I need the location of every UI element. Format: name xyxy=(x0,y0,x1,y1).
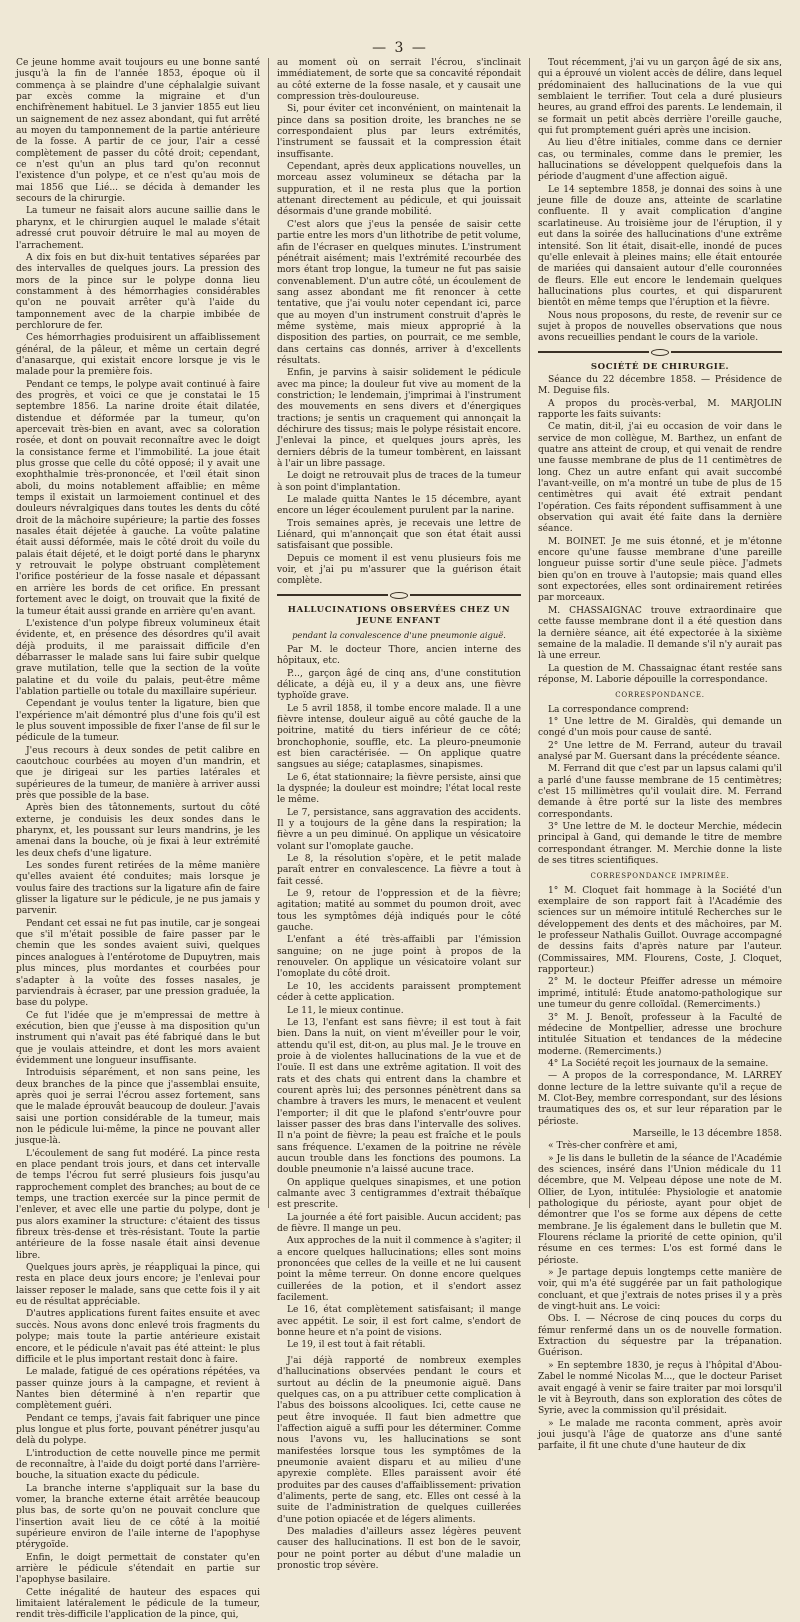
paragraph: 1° M. Cloquet fait hommage à la Société d'un exemplaire de son rapport fait à l'Académie des sciences sur un mémoire intitulé Recherches sur le développement des dents et des mâchoires, par M. le professeur Nathalis Guillot. Ouvrage accompagné de dessins faits d'après nature par l'auteur. (Commissaires, MM. Flourens, Coste, J. Cloquet, rapporteur.) xyxy=(538,885,782,976)
text-columns xyxy=(8,58,790,1621)
paragraph: La journée a été fort paisible. Aucun accident; pas de fièvre. Il mange un peu. xyxy=(277,1212,521,1235)
session-line: Séance du 22 décembre 1858. — Présidence de M. Deguise fils. xyxy=(538,374,782,397)
paragraph: au moment où on serrait l'écrou, s'inclinait immédiatement, de sorte que sa concavité répondait au côté externe de la fosse nasale, et y causait une compression très-douloureuse. xyxy=(277,58,521,103)
paragraph: Ce jeune homme avait toujours eu une bonne santé jusqu'à la fin de l'année 1853, époque où il commença à se plaindre d'une céphalalgie suivant par excès comme la migraine et d'un enchifrènement habituel. Le 3 janvier 1855 eut lieu un saignement de nez assez abondant, qui fut arrêté au moyen du tamponnement de la partie antérieure de la fosse. A partir de ce jour, l'air a cessé complètement de passer du côté droit; cependant, ce n'est qu'un an plus tard qu'on reconnut l'existence d'un polype, et ce n'est qu'au mois de mai 1856 que Lié... se décida à demander les secours de la chirurgie. xyxy=(16,58,260,205)
paragraph: Le malade, fatigué de ces opérations répétées, va passer quinze jours à la campagne, et revient à Nantes bien déterminé à n'en repartir que complètement guéri. xyxy=(16,1367,260,1412)
paragraph: Nous nous proposons, du reste, de revenir sur ce sujet à propos de nouvelles observations que nous avons recueillies pendant le cours de la variole. xyxy=(538,310,782,344)
paragraph: 2° Une lettre de M. Ferrand, auteur du travail analysé par M. Guersant dans la précédente séance. xyxy=(538,740,782,762)
paragraph: L'existence d'un polype fibreux volumineux était évidente, et, en présence des désordres qu'il avait déjà produits, il me paraissait difficile d'en débarrasser le malade sans lui faire subir quelque grave mutilation, telle que la section de la voûte palatine et du voile du palais, peut-être même l'ablation partielle ou totale du maxillaire supérieur. xyxy=(16,618,260,697)
section-divider xyxy=(538,349,782,356)
paragraph: Enfin, le doigt permettait de constater qu'en arrière le pédicule s'étendait en partie sur l'apophyse basilaire. xyxy=(16,1552,260,1586)
subsection-heading: CORRESPONDANCE. xyxy=(615,691,705,700)
paragraph: Pendant ce temps, le polype avait continué à faire des progrès, et voici ce que je constatai le 15 septembre 1856. La narine droite était dilatée, distendue et déformée par la tumeur, qu'on apercevait très-bien en avant, avec sa coloration rosée, et dont on pouvait reconnaître avec le doigt la consistance ferme et l'immobilité. La joue était plus grosse que celle du côté opposé; il y avait une exophthalmie très-prononcée, et l'œil était sinon aboli, du moins notablement affaiblie; en même temps il existait un larmoiement continuel et des douleurs névralgiques dans toutes les dents du côté droit de la mâchoire supérieure; la partie des fosses nasales était déjetée à gauche. La voûte palatine était aussi déformée, mais le côté droit du voile du palais était déjeté, et le doigt porté dans le pharynx y retrouvait le polype obstruant complètement l'orifice postérieur de la fosse nasale et dépassant en arrière les bords de cet orifice. En pressant fortement avec le doigt, on trouvait que la fixité de la tumeur était aussi grande en arrière qu'en avant. xyxy=(16,379,260,617)
paragraph: Le 16, état complètement satisfaisant; il mange avec appétit. Le soir, il est fort calme, s'endort de bonne heure et n'a point de visions. xyxy=(277,1305,521,1339)
column-right xyxy=(529,58,790,1452)
paragraph: Le 9, retour de l'oppression et de la fièvre; agitation; matité au sommet du poumon droit, avec tous les symptômes déjà indiqués pour le côté gauche. xyxy=(277,889,521,934)
paragraph: » En septembre 1830, je reçus à l'hôpital d'Abou-Zabel le nommé Nicolas M..., que le docteur Pariset avait engagé à venir se faire traiter par moi lorsqu'il le vit à Beyrouth, dans son exploration des côtes de Syrie, avec la commission qu'il présidait. xyxy=(538,1360,782,1417)
paragraph: Le 19, il est tout à fait rétabli. xyxy=(287,1340,426,1351)
article-byline: Par M. le docteur Thore, ancien interne des hôpitaux, etc. xyxy=(277,644,521,667)
paragraph: Le 8, la résolution s'opère, et le petit malade paraît entrer en convalescence. La fièvre a tout à fait cessé. xyxy=(277,854,521,887)
paragraph: L'introduction de cette nouvelle pince me permit de reconnaître, à l'aide du doigt porté dans l'arrière-bouche, la situation exacte du pédicule. xyxy=(16,1448,260,1482)
paragraph: 3° M. J. Benoît, professeur à la Faculté de médecine de Montpellier, adresse une brochure intitulée Situation et tendances de la médecine moderne. (Remerciments.) xyxy=(538,1012,782,1057)
paragraph: Obs. I. — Nécrose de cinq pouces du corps du fémur renfermé dans un os de nouvelle formation. Extraction du séquestre par la trépanation. Guérison. xyxy=(538,1314,782,1359)
paragraph: P..., garçon âgé de cinq ans, d'une constitution délicate, a déjà eu, il y a deux ans, une fièvre typhoïde grave. xyxy=(277,668,521,702)
paragraph: Introduisis séparément, et non sans peine, les deux branches de la pince que j'assemblai ensuite, après quoi je serrai l'écrou assez fortement, sans que le malade éprouvât beaucoup de douleur. J'avais saisi une portion considérable de la tumeur, mais non le pédicule lui-même, la pince ne pouvant aller jusque-là. xyxy=(16,1068,260,1147)
paragraph: Le malade quitta Nantes le 15 décembre, ayant encore un léger écoulement purulent par la narine. xyxy=(277,495,521,517)
paragraph: « Très-cher confrère et ami, xyxy=(548,1141,678,1152)
paragraph: Quelques jours après, je réappliquai la pince, qui resta en place deux jours encore; je l'enlevai pour laisser reposer le malade, sans que cette fois il y ait eu de résultat appréciable. xyxy=(16,1263,260,1308)
paragraph: La branche interne s'appliquait sur la base du vomer, la branche externe était arrêtée beaucoup plus bas, de sorte qu'on ne pouvait conclure que l'insertion avait lieu de ce côté à la moitié supérieure environ de l'aile interne de l'apophyse ptérygoïde. xyxy=(16,1483,260,1551)
paragraph: Aux approches de la nuit il commence à s'agiter; il a encore quelques hallucinations; elles sont moins prononcées que celles de la veille et ne lui causent point la même terreur. On donne encore quelques cuillerées de la potion, et il s'endort assez facilement. xyxy=(277,1236,521,1304)
paragraph: Au lieu d'être initiales, comme dans ce dernier cas, ou terminales, comme dans le premier, les hallucinations se développent quelquefois dans la période d'augment d'une affection aiguë. xyxy=(538,138,782,183)
paragraph: C'est alors que j'eus la pensée de saisir cette partie entre les mors d'un lithotribe de petit volume, afin de l'écraser en quelques minutes. L'instrument pénétrait aisément; mais l'extrémité recourbée des mors étant trop longue, la tumeur ne fut pas saisie convenablement. D'un autre côté, un écoulement de sang assez abondant me fit renoncer à cette tentative, que j'ai voulu noter cependant ici, parce que au moyen d'un instrument construit d'après le même système, mais mieux approprié à la disposition des parties, on pourrait, ce me semble, dans certains cas donnés, arriver à d'excellents résultats. xyxy=(277,219,521,366)
paragraph: 2° M. le docteur Pfeiffer adresse un mémoire imprimé, intitulé: Étude anatomo-pathologique sur une tumeur du genre colloïdal. (Remerciments.) xyxy=(538,977,782,1011)
paragraph: 3° Une lettre de M. le docteur Merchie, médecin principal à Gand, qui demande le titre de membre correspondant étranger. M. Merchie donne la liste de ses titres scientifiques. xyxy=(538,822,782,867)
paragraph: La correspondance comprend: xyxy=(548,704,689,715)
paragraph: » Le malade me raconta comment, après avoir joui jusqu'à l'âge de quatorze ans d'une santé parfaite, il fit une chute d'une hauteur de dix xyxy=(538,1418,782,1452)
column-left xyxy=(8,58,268,1621)
paragraph: Des maladies d'ailleurs assez légères peuvent causer des hallucinations. Il est bon de le savoir, pour ne point porter au début d'une maladie un pronostic trop sévère. xyxy=(277,1526,521,1571)
page-number: — 3 — xyxy=(372,40,428,56)
paragraph: Le 6, état stationnaire; la fièvre persiste, ainsi que la dyspnée; la douleur est moindre; l'état local reste le même. xyxy=(277,772,521,806)
paragraph: D'autres applications furent faites ensuite et avec succès. Nous avons donc enlevé trois fragments du polype; mais toute la partie antérieure existait encore, et le pédicule n'avait pas été atteint: le plus difficile et le plus important restait donc à faire. xyxy=(16,1309,260,1365)
paragraph: J'ai déjà rapporté de nombreux exemples d'hallucinations observées pendant le cours et surtout au déclin de la pneumonie aiguë. Dans quelques cas, on a pu attribuer cette complication à l'abus des boissons alcooliques. Ici, cette cause ne peut être invoquée. Il faut bien admettre que l'affection aiguë a suffi pour les déterminer. Comme nous l'avons vu, les hallucinations se sont manifestées lorsque tous les symptômes de la pneumonie avaient disparu et au milieu d'une apyrexie complète. Elles paraissent avoir été produites par des causes d'affaiblissement: privation d'aliments, perte de sang, etc. Elles ont cessé à la suite de l'administration de quelques cuillerées d'une potion opiacée et de légers aliments. xyxy=(277,1355,521,1525)
paragraph: Le 13, l'enfant est sans fièvre; il est tout à fait bien. Dans la nuit, on vient m'éveiller pour le voir, attendu qu'il est, dit-on, au plus mal. Je le trouve en proie à de violentes hallucinations de la vue et de l'ouïe. Il est dans une extrême agitation. Il voit des rats et des chats qui entrent dans la chambre et courent après lui; des personnes pénètrent dans sa chambre à travers les murs, le menacent et veulent l'emporter; il dit que le plafond s'entr'ouvre pour laisser passer des bras dans l'intervalle des solives. Il n'a point de fièvre; la peau est fraîche et le pouls sans fréquence. L'examen de la poitrine ne révèle aucun trouble dans les fonctions des poumons. La double pneumonie n'a laissé aucune trace. xyxy=(277,1017,521,1176)
paragraph: » Je lis dans le bulletin de la séance de l'Académie des sciences, inséré dans l'Union médicale du 11 décembre, que M. Velpeau dépose une note de M. Ollier, de Lyon, intitulée: Physiologie et anatomie pathologique du périoste, ayant pour objet de démontrer que l'os se forme aux dépens de cette membrane. Je lis également dans le bulletin que M. Flourens réclame la priorité de cette opinion, qu'il résume en ces termes: L'os est formé dans le périoste. xyxy=(538,1153,782,1266)
paragraph: Cependant je voulus tenter la ligature, bien que l'expérience m'ait démontré plus d'une fois qu'il est le plus souvent impossible de fixer l'anse de fil sur le pédicule de la tumeur. xyxy=(16,699,260,744)
subsection-heading: CORRESPONDANCE IMPRIMÉE. xyxy=(590,872,730,881)
paragraph: On applique quelques sinapismes, et une potion calmante avec 3 centigrammes d'extrait thébaïque est prescrite. xyxy=(277,1177,521,1211)
paragraph: Si, pour éviter cet inconvénient, on maintenait la pince dans sa position droite, les branches ne se correspondaient plus par leurs extrémités, l'instrument se faussait et la compression était insuffisante. xyxy=(277,104,521,160)
section-divider xyxy=(277,592,521,599)
paragraph: L'écoulement de sang fut modéré. La pince resta en place pendant trois jours, et dans cet intervalle de temps l'écrou fut serré plusieurs fois jusqu'au rapprochement complet des branches; au bout de ce temps, une traction exercée sur la pince permit de l'enlever, et avec elle une partie du polype, dont je pus alors examiner la structure: c'étaient des tissus fibreux très-dense et très-résistant. Toute la partie antérieure de la fosse nasale était ainsi devenue libre. xyxy=(16,1148,260,1261)
paragraph: Les sondes furent retirées de la même manière qu'elles avaient été conduites; mais lorsque je voulus faire des tractions sur la ligature afin de faire glisser la ligature sur le pédicule, je ne pus jamais y parvenir. xyxy=(16,861,260,917)
paragraph: M. BOINET. Je me suis étonné, et je m'étonne encore qu'une fausse membrane d'une pareille longueur puisse sortir d'une seule pièce. J'admets bien qu'on en trouve à l'autopsie; mais quand elles sont expectorées, elles sont ordinairement retirées par morceaux. xyxy=(538,536,782,604)
letter-dateline: Marseille, le 13 décembre 1858. xyxy=(632,1128,782,1139)
paragraph: Pendant cet essai ne fut pas inutile, car je songeai que s'il m'était possible de faire passer par le chemin que les sondes avaient suivi, quelques pinces analogues à l'entérotome de Dupuytren, mais plus minces, plus mordantes et courbées pour s'adapter à la voûte des fosses nasales, je parviendrais à écraser, par une pression graduée, la base du polype. xyxy=(16,918,260,1009)
paragraph: Cette inégalité de hauteur des espaces qui limitaient latéralement le pédicule de la tumeur, rendit très-difficile l'application de la pince, qui, xyxy=(16,1587,260,1621)
article-subtitle: pendant la convalescence d'une pneumonie aiguë. xyxy=(292,629,506,640)
paragraph: La tumeur ne faisait alors aucune saillie dans le pharynx, et le chirurgien auquel le malade s'était adressé crut pouvoir détruire le mal au moyen de l'arrachement. xyxy=(16,206,260,251)
paragraph: Ce fut l'idée que je m'empressai de mettre à exécution, bien que j'eusse à ma disposition qu'un instrument qui n'avait pas été fabriqué dans le but que je voulais atteindre, et dont les mors avaient évidemment une longueur insuffisante. xyxy=(16,1010,260,1066)
paragraph: Ce matin, dit-il, j'ai eu occasion de voir dans le service de mon collègue, M. Barthez, un enfant de quatre ans atteint de croup, et qui venait de rendre une fausse membrane de plus de 11 centimètres de long. Chez un autre enfant qui avait succombé l'avant-veille, on m'a montré un tube de plus de 15 centimètres qui avait été extrait pendant l'opération. Ces faits répondent suffisamment à une observation qui avait été faite dans la dernière séance. xyxy=(538,422,782,535)
paragraph: Après bien des tâtonnements, surtout du côté externe, je conduisis les deux sondes dans le pharynx, et, les poussant sur leurs mandrins, je les amenai dans la bouche, où je fixai à leur extrémité les deux chefs d'une ligature. xyxy=(16,803,260,859)
paragraph: Le doigt ne retrouvait plus de traces de la tumeur à son point d'implantation. xyxy=(277,471,521,493)
paragraph: 1° Une lettre de M. Giraldès, qui demande un congé d'un mois pour cause de santé. xyxy=(538,716,782,739)
article-title: HALLUCINATIONS OBSERVÉES CHEZ UN JEUNE ENFANT xyxy=(287,604,511,627)
paragraph: Enfin, je parvins à saisir solidement le pédicule avec ma pince; la douleur fut vive au moment de la constriction; le lendemain, j'imprimai à l'instrument des mouvements en sens divers et d'énergiques tractions; je sentis un craquement qui annonçait la déchirure des tissus; mais le polype résistait encore. J'enlevai la pince, et quelques jours après, les derniers débris de la tumeur tombèrent, en laissant à l'air un libre passage. xyxy=(277,368,521,470)
paragraph: M. Ferrand dit que c'est par un lapsus calami qu'il a parlé d'une fausse membrane de 15 centimètres; c'est 15 millimètres qu'il voulait dire. M. Ferrand demande à être porté sur la liste des membres correspondants. xyxy=(538,764,782,820)
paragraph: A dix fois en but dix-huit tentatives séparées par des intervalles de quelques jours. La pression des mors de la pince sur le polype donna lieu constamment à des hémorrhagies considérables qu'on ne pouvait arrêter qu'à l'aide du tamponnement avec de la charpie imbibée de perchlorure de fer. xyxy=(16,252,260,331)
paragraph: Cependant, après deux applications nouvelles, un morceau assez volumineux se détacha par la suppuration, et il ne resta plus que la portion attenant directement au pédicule, et qui jouissait désormais d'une grande mobilité. xyxy=(277,162,521,218)
paragraph: Le 11, le mieux continue. xyxy=(287,1005,404,1016)
paragraph: A propos du procès-verbal, M. MARJOLIN rapporte les faits suivants: xyxy=(538,398,782,420)
paragraph: Le 5 avril 1858, il tombe encore malade. Il a une fièvre intense, douleur aiguë au côté gauche de la poitrine, matité du tiers inférieur de ce côté; bronchophonie, souffle, etc. La pleuro-pneumonie est bien caractérisée. — On applique quatre sangsues au siége; cataplasmes, sinapismes. xyxy=(277,703,521,771)
paragraph: Pendant ce temps, j'avais fait fabriquer une pince plus longue et plus forte, pouvant pénétrer jusqu'au delà du polype. xyxy=(16,1413,260,1447)
section-title: SOCIÉTÉ DE CHIRURGIE. xyxy=(590,361,730,372)
paragraph: Le 14 septembre 1858, je donnai des soins à une jeune fille de douze ans, atteinte de scarlatine confluente. Il y avait complication d'angine scarlatineuse. Au troisième jour de l'éruption, il y eut dans la soirée des hallucinations d'une extrême intensité. Son lit était, disait-elle, inondé de puces qu'elle enlevait à pleines mains; elle était entourée de mariées qui dansaient autour d'elle couronnées de fleurs. Elle eut encore le lendemain quelques hallucinations plus courtes, et qui disparurent bientôt en même temps que l'éruption et la fièvre. xyxy=(538,184,782,309)
paragraph: Trois semaines après, je recevais une lettre de Liénard, qui m'annonçait que son état était aussi satisfaisant que possible. xyxy=(277,518,521,552)
paragraph: J'eus recours à deux sondes de petit calibre en caoutchouc courbées au moyen d'un mandrin, et que je dirigeai sur les parties latérales et supérieures de la tumeur, de manière à arriver aussi près que possible de la base. xyxy=(16,745,260,801)
column-middle xyxy=(268,58,529,1571)
paragraph: 4° La Société reçoit les journaux de la semaine. xyxy=(548,1058,769,1069)
paragraph: Tout récemment, j'ai vu un garçon âgé de six ans, qui a éprouvé un violent accès de délire, dans lequel prédominaient des hallucinations de la vue qui semblaient le terrifier. Tout cela a duré plusieurs heures, au grand effroi des parents. Le lendemain, il se formait un petit abcès derrière l'oreille gauche, qui fut promptement guéri après une incision. xyxy=(538,58,782,137)
paragraph: » Je partage depuis longtemps cette manière de voir, qui m'a été suggérée par un fait pathologique concluant, et que j'extrais de notes prises il y a près de vingt-huit ans. Le voici: xyxy=(538,1268,782,1313)
paragraph: — A propos de la correspondance, M. LARREY donne lecture de la lettre suivante qu'il a reçue de M. Clot-Bey, membre correspondant, sur des lésions traumatiques des os, et sur leur réparation par le périoste. xyxy=(538,1071,782,1127)
paragraph: M. CHASSAIGNAC trouve extraordinaire que cette fausse membrane dont il a été question dans la dernière séance, ait été expectorée à la sixième semaine de la maladie. Il demande s'il n'y aurait pas là une erreur. xyxy=(538,605,782,662)
paragraph: Le 10, les accidents paraissent promptement céder à cette application. xyxy=(277,981,521,1004)
paragraph: Ces hémorrhagies produisirent un affaiblissement général, de la pâleur, et même un certain degré d'anasarque, qui existait encore lorsque je vis le malade pour la première fois. xyxy=(16,333,260,378)
paragraph: Le 7, persistance, sans aggravation des accidents. Il y a toujours de la gêne dans la respiration; la fièvre a un peu diminué. On applique un vésicatoire volant sur l'omoplate gauche. xyxy=(277,807,521,852)
paragraph: L'enfant a été très-affaibli par l'émission sanguine; on ne juge point à propos de la renouveler. On applique un vésicatoire volant sur l'omoplate du côté droit. xyxy=(277,935,521,980)
paragraph: Depuis ce moment il est venu plusieurs fois me voir, et j'ai pu m'assurer que la guérison était complète. xyxy=(277,553,521,587)
paragraph: La question de M. Chassaignac étant restée sans réponse, M. Laborie dépouille la correspondance. xyxy=(538,663,782,685)
